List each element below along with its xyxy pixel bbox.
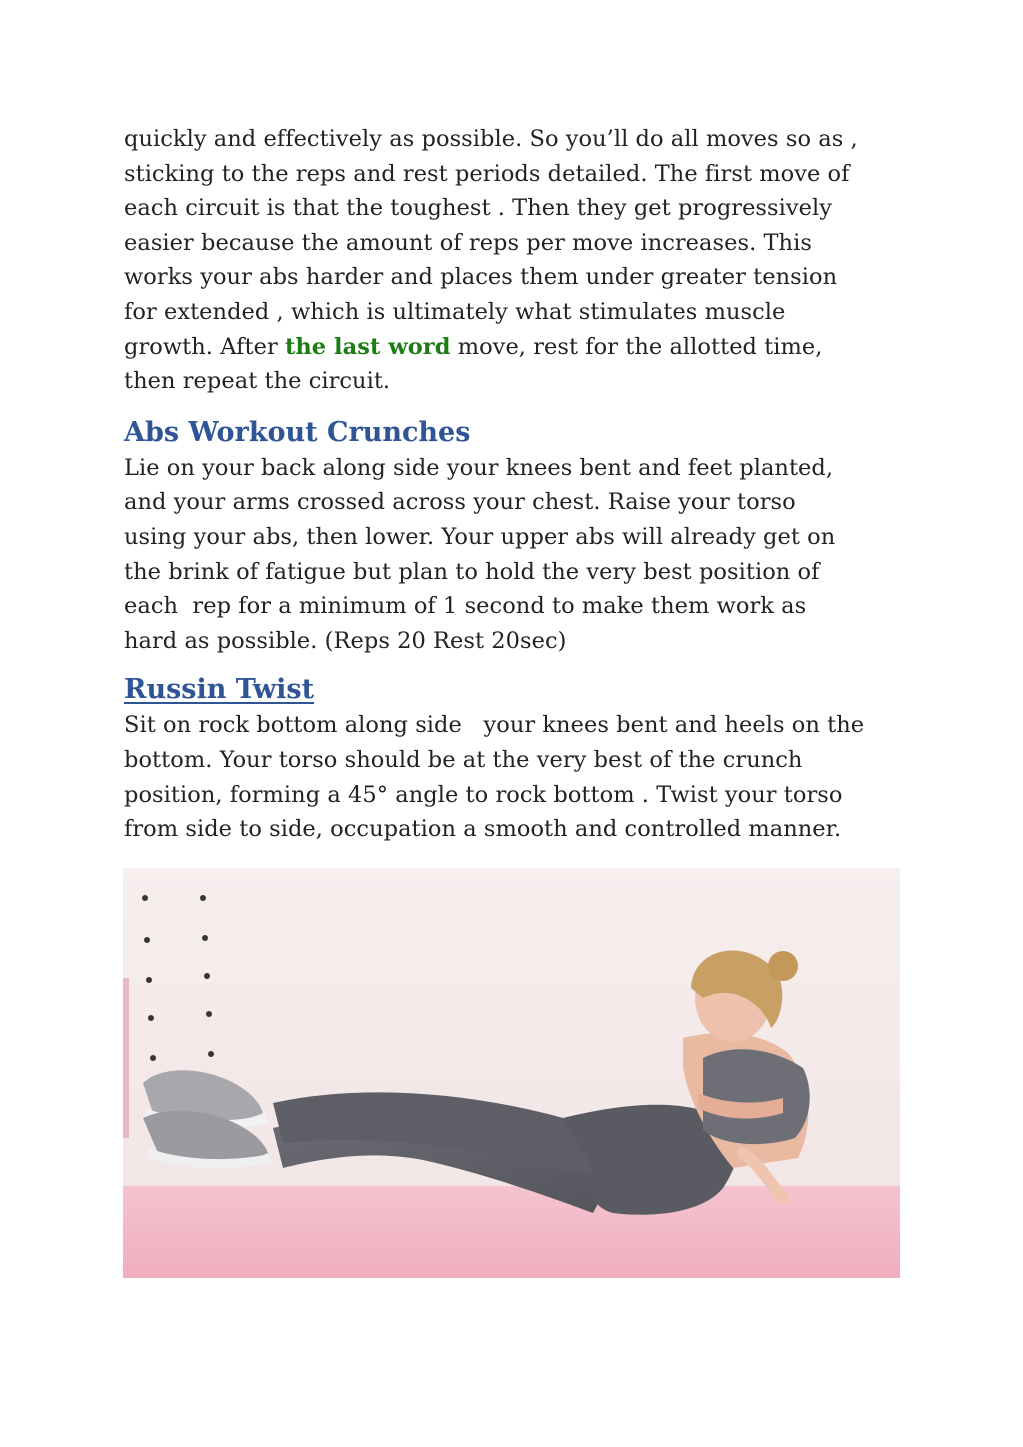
russian-twist-heading-link[interactable]: Russin Twist (124, 674, 315, 706)
crunches-line: hard as possible. (Reps 20 Rest 20sec) (124, 627, 567, 654)
intro-text: growth. After (124, 333, 285, 360)
twist-line: bottom. Your torso should be at the very best of the crunch (124, 746, 803, 773)
crunches-line: and your arms crossed across your chest. Raise your torso (124, 489, 796, 516)
crunches-paragraph (124, 451, 914, 659)
intro-line: for extended , which is ultimately what stimulates muscle (124, 298, 786, 325)
intro-line (124, 330, 914, 365)
crop-top (703, 1049, 810, 1144)
intro-line: easier because the amount of reps per move increases. This (124, 229, 812, 256)
crunches-line: each rep for a minimum of 1 second to make them work as (124, 593, 807, 620)
twist-line: Sit on rock bottom along side your knees bent and heels on the (124, 712, 865, 739)
crunches-line: the brink of fatigue but plan to hold the very best position of (124, 558, 820, 585)
intro-line: works your abs harder and places them under greater tension (124, 264, 838, 291)
crunches-line: using your abs, then lower. Your upper abs will already get on (124, 523, 836, 550)
intro-line: then repeat the circuit. (124, 368, 391, 395)
crunches-line: Lie on your back along side your knees bent and feet planted, (124, 454, 834, 481)
intro-line: each circuit is that the toughest . Then they get progressively (124, 195, 833, 222)
crunches-heading: Abs Workout Crunches (124, 416, 471, 448)
twist-line: from side to side, occupation a smooth and controlled manner. (124, 816, 842, 843)
highlighted-phrase: the last word (284, 333, 451, 360)
intro-line: sticking to the reps and rest periods detailed. The first move of (124, 160, 850, 187)
intro-paragraph (124, 122, 914, 399)
intro-text: move, rest for the allotted time, (450, 333, 823, 360)
exercise-illustration (123, 868, 900, 1278)
intro-line: quickly and effectively as possible. So you’ll do all moves so as , (124, 126, 858, 152)
twist-line: position, forming a 45° angle to rock bottom . Twist your torso (124, 781, 843, 808)
russian-twist-heading[interactable] (124, 672, 914, 708)
document-body (124, 122, 914, 847)
russian-twist-photo (123, 868, 900, 1278)
twist-paragraph (124, 708, 914, 846)
